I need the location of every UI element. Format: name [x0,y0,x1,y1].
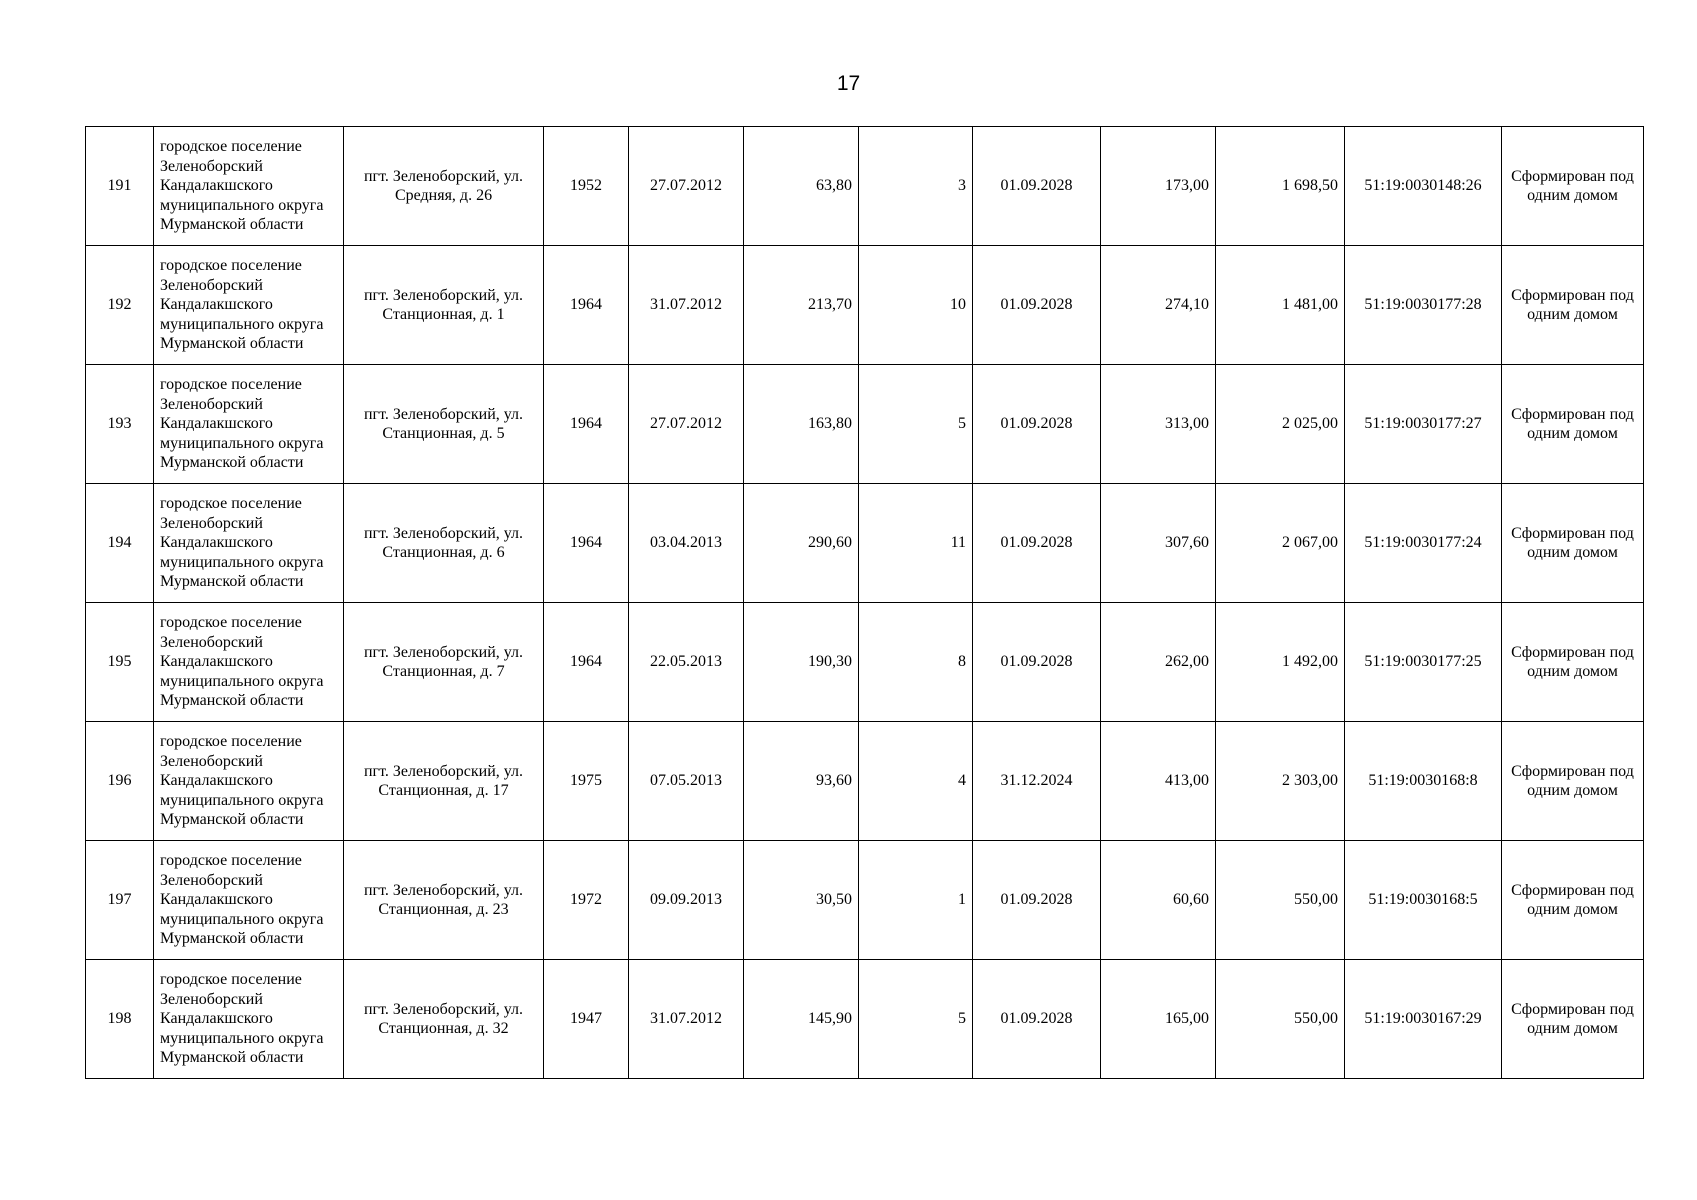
land-status-cell: Сформирован под одним домом [1502,127,1644,246]
table-row [86,246,1644,365]
land-area-cell: 1 492,00 [1216,603,1345,722]
emergency-area-cell: 93,60 [744,722,859,841]
resettlement-term-cell: 01.09.2028 [973,603,1101,722]
land-status-cell: Сформирован под одним домом [1502,841,1644,960]
residents-count-cell: 8 [859,603,973,722]
build-year-cell: 1972 [544,841,629,960]
address-cell: пгт. Зеленоборский, ул. Станционная, д. 7 [344,603,544,722]
table-row [86,603,1644,722]
recognition-date-cell: 22.05.2013 [629,603,744,722]
row-number: 192 [86,246,154,365]
residential-area-cell: 60,60 [1101,841,1216,960]
row-number: 197 [86,841,154,960]
cadastral-number-cell: 51:19:0030177:25 [1345,603,1502,722]
resettlement-term-cell: 01.09.2028 [973,960,1101,1079]
build-year-cell: 1964 [544,246,629,365]
recognition-date-cell: 31.07.2012 [629,960,744,1079]
recognition-date-cell: 09.09.2013 [629,841,744,960]
municipality-cell: городское поселение Зеленоборский Кандалакшского муниципального округа Мурманской области [154,365,344,484]
recognition-date-cell: 03.04.2013 [629,484,744,603]
address-cell: пгт. Зеленоборский, ул. Станционная, д. 6 [344,484,544,603]
residents-count-cell: 10 [859,246,973,365]
residential-area-cell: 165,00 [1101,960,1216,1079]
land-status-cell: Сформирован под одним домом [1502,484,1644,603]
land-area-cell: 2 025,00 [1216,365,1345,484]
table-row [86,722,1644,841]
land-area-cell: 1 481,00 [1216,246,1345,365]
emergency-area-cell: 190,30 [744,603,859,722]
resettlement-term-cell: 01.09.2028 [973,365,1101,484]
emergency-area-cell: 145,90 [744,960,859,1079]
land-status-cell: Сформирован под одним домом [1502,246,1644,365]
address-cell: пгт. Зеленоборский, ул. Средняя, д. 26 [344,127,544,246]
municipality-cell: городское поселение Зеленоборский Кандалакшского муниципального округа Мурманской области [154,960,344,1079]
recognition-date-cell: 07.05.2013 [629,722,744,841]
build-year-cell: 1975 [544,722,629,841]
residential-area-cell: 262,00 [1101,603,1216,722]
housing-registry-table [85,126,1644,1079]
land-area-cell: 550,00 [1216,960,1345,1079]
table-row [86,841,1644,960]
page-number: 17 [836,72,861,95]
row-number: 191 [86,127,154,246]
land-area-cell: 550,00 [1216,841,1345,960]
build-year-cell: 1952 [544,127,629,246]
cadastral-number-cell: 51:19:0030168:5 [1345,841,1502,960]
table-row [86,127,1644,246]
residents-count-cell: 3 [859,127,973,246]
address-cell: пгт. Зеленоборский, ул. Станционная, д. 17 [344,722,544,841]
cadastral-number-cell: 51:19:0030168:8 [1345,722,1502,841]
build-year-cell: 1947 [544,960,629,1079]
recognition-date-cell: 27.07.2012 [629,127,744,246]
emergency-area-cell: 163,80 [744,365,859,484]
recognition-date-cell: 27.07.2012 [629,365,744,484]
emergency-area-cell: 290,60 [744,484,859,603]
resettlement-term-cell: 01.09.2028 [973,484,1101,603]
residents-count-cell: 11 [859,484,973,603]
residential-area-cell: 413,00 [1101,722,1216,841]
recognition-date-cell: 31.07.2012 [629,246,744,365]
resettlement-term-cell: 01.09.2028 [973,246,1101,365]
table-row [86,484,1644,603]
residents-count-cell: 5 [859,960,973,1079]
land-status-cell: Сформирован под одним домом [1502,365,1644,484]
build-year-cell: 1964 [544,484,629,603]
table-row [86,365,1644,484]
municipality-cell: городское поселение Зеленоборский Кандалакшского муниципального округа Мурманской области [154,127,344,246]
residential-area-cell: 313,00 [1101,365,1216,484]
cadastral-number-cell: 51:19:0030148:26 [1345,127,1502,246]
land-status-cell: Сформирован под одним домом [1502,603,1644,722]
land-area-cell: 2 067,00 [1216,484,1345,603]
residents-count-cell: 5 [859,365,973,484]
land-area-cell: 2 303,00 [1216,722,1345,841]
land-status-cell: Сформирован под одним домом [1502,960,1644,1079]
resettlement-term-cell: 31.12.2024 [973,722,1101,841]
address-cell: пгт. Зеленоборский, ул. Станционная, д. 5 [344,365,544,484]
row-number: 196 [86,722,154,841]
resettlement-term-cell: 01.09.2028 [973,841,1101,960]
table-body [86,127,1644,1079]
build-year-cell: 1964 [544,603,629,722]
residents-count-cell: 1 [859,841,973,960]
cadastral-number-cell: 51:19:0030177:28 [1345,246,1502,365]
municipality-cell: городское поселение Зеленоборский Кандалакшского муниципального округа Мурманской области [154,841,344,960]
address-cell: пгт. Зеленоборский, ул. Станционная, д. 23 [344,841,544,960]
emergency-area-cell: 63,80 [744,127,859,246]
municipality-cell: городское поселение Зеленоборский Кандалакшского муниципального округа Мурманской области [154,603,344,722]
municipality-cell: городское поселение Зеленоборский Кандалакшского муниципального округа Мурманской области [154,722,344,841]
residential-area-cell: 173,00 [1101,127,1216,246]
table-row [86,960,1644,1079]
residents-count-cell: 4 [859,722,973,841]
municipality-cell: городское поселение Зеленоборский Кандалакшского муниципального округа Мурманской области [154,246,344,365]
emergency-area-cell: 213,70 [744,246,859,365]
resettlement-term-cell: 01.09.2028 [973,127,1101,246]
residential-area-cell: 274,10 [1101,246,1216,365]
row-number: 193 [86,365,154,484]
cadastral-number-cell: 51:19:0030177:24 [1345,484,1502,603]
row-number: 198 [86,960,154,1079]
address-cell: пгт. Зеленоборский, ул. Станционная, д. 1 [344,246,544,365]
emergency-area-cell: 30,50 [744,841,859,960]
build-year-cell: 1964 [544,365,629,484]
municipality-cell: городское поселение Зеленоборский Кандалакшского муниципального округа Мурманской области [154,484,344,603]
row-number: 195 [86,603,154,722]
cadastral-number-cell: 51:19:0030177:27 [1345,365,1502,484]
row-number: 194 [86,484,154,603]
land-area-cell: 1 698,50 [1216,127,1345,246]
land-status-cell: Сформирован под одним домом [1502,722,1644,841]
cadastral-number-cell: 51:19:0030167:29 [1345,960,1502,1079]
address-cell: пгт. Зеленоборский, ул. Станционная, д. 32 [344,960,544,1079]
residential-area-cell: 307,60 [1101,484,1216,603]
